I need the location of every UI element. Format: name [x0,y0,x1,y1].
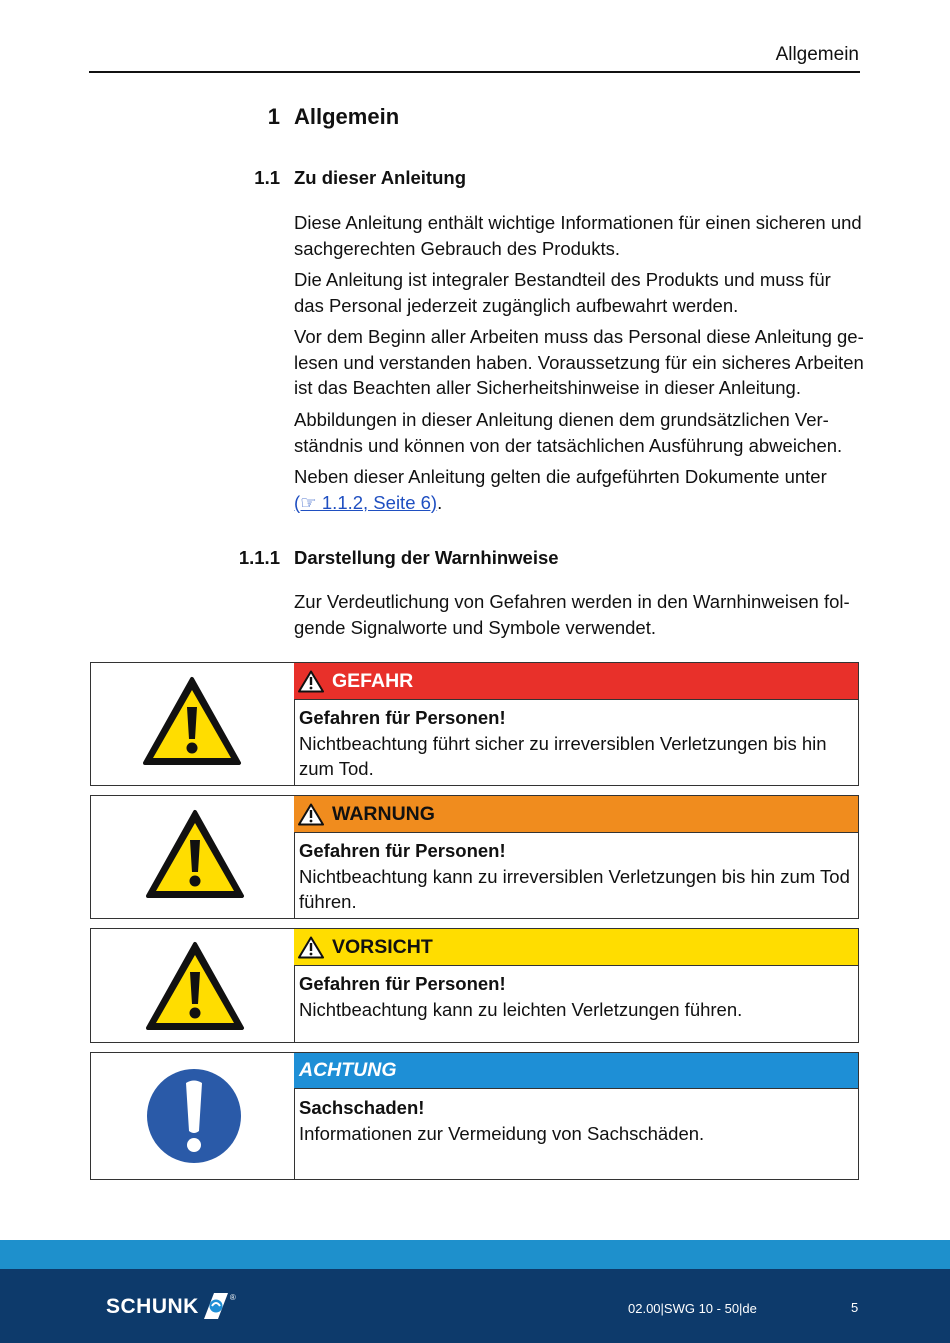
warning-text [299,838,852,915]
section-title: Zu dieser Anleitung [294,167,466,188]
schunk-logo [106,1289,236,1325]
page-number: 5 [851,1300,859,1315]
logo-text: SCHUNK [106,1295,199,1318]
warning-heading: Gefahren für Personen! [299,973,506,994]
chapter-number: 1 [267,104,280,129]
warning-box-gefahr [90,662,859,786]
warning-box-achtung [90,1052,859,1180]
warning-heading: Gefahren für Personen! [299,840,506,861]
signal-word-bar [294,796,858,833]
warning-description: Nichtbeachtung kann zu irreversiblen Verletzungen bis hin zum Tod führen. [299,865,850,912]
warning-triangle-icon [298,803,324,826]
warning-text [299,971,852,1022]
signal-word-bar [294,663,858,700]
warning-description: Informationen zur Vermeidung von Sachschäden. [299,1122,705,1144]
warning-description: Nichtbeachtung führt sicher zu irreversiblen Verletzungen bis hin zum Tod. [299,732,827,779]
running-header: Allgemein [775,44,859,65]
warning-text [299,1095,852,1146]
footer-band [0,1240,950,1269]
link-suffix: . [437,491,443,513]
warning-triangle-icon [144,940,246,1032]
paragraph: Diese Anleitung enthält wichtige Informationen für einen sicheren und sachgerechten Gebrauch des Produkts. [294,212,862,259]
signal-word: VORSICHT [332,935,433,958]
warning-heading: Gefahren für Personen! [299,707,506,728]
icon-cell [91,796,295,918]
chapter-title: Allgemein [294,104,400,129]
warning-triangle-icon [141,675,243,767]
document-reference: 02.00|SWG 10 - 50|de [628,1301,757,1316]
paragraph-text: Neben dieser Anleitung gelten die aufgeführten Dokumente unter [294,466,827,487]
signal-word-bar [294,1053,858,1089]
warning-heading: Sachschaden! [299,1097,425,1118]
paragraph: Abbildungen in dieser Anleitung dienen dem grundsätzlichen Ver-ständnis und können von der tatsächlichen Ausführung abweichen. [294,409,843,456]
section-number: 1.1 [254,167,280,188]
cross-reference-link[interactable]: (☞ 1.1.2, Seite 6) [294,491,438,513]
warning-box-warnung [90,795,859,919]
icon-cell [91,929,295,1042]
signal-word: ACHTUNG [299,1059,397,1081]
signal-word-bar [294,929,858,966]
warning-box-vorsicht [90,928,859,1043]
signal-word: GEFAHR [332,669,414,692]
header-rule [89,71,860,73]
paragraph: Vor dem Beginn aller Arbeiten muss das Personal diese Anleitung ge-lesen und verstanden haben. Voraussetzung für ein sicheres Arbeiten ist das Beachten aller Sicherheitshinweise in dieser Anleitung. [294,326,864,398]
warning-text [299,705,852,782]
warning-description: Nichtbeachtung kann zu leichten Verletzungen führen. [299,998,743,1020]
warning-triangle-icon [144,808,246,900]
icon-cell [91,663,295,785]
mandatory-exclamation-icon [143,1065,245,1167]
icon-cell [91,1053,295,1179]
paragraph-with-reference [294,464,864,515]
paragraph: Die Anleitung ist integraler Bestandteil des Produkts und muss für das Personal jederzeit zugänglich aufbewahrt werden. [294,269,831,316]
warning-triangle-icon [298,670,324,693]
registered-mark: ® [229,1293,236,1302]
warning-triangle-icon [298,936,324,959]
signal-word: WARNUNG [332,802,435,825]
paragraph: Zur Verdeutlichung von Gefahren werden in den Warnhinweisen fol-gende Signalworte und Symbole verwendet. [294,591,850,638]
subsection-title: Darstellung der Warnhinweise [294,547,559,568]
schunk-logo-icon [200,1289,230,1325]
subsection-number: 1.1.1 [238,547,280,568]
